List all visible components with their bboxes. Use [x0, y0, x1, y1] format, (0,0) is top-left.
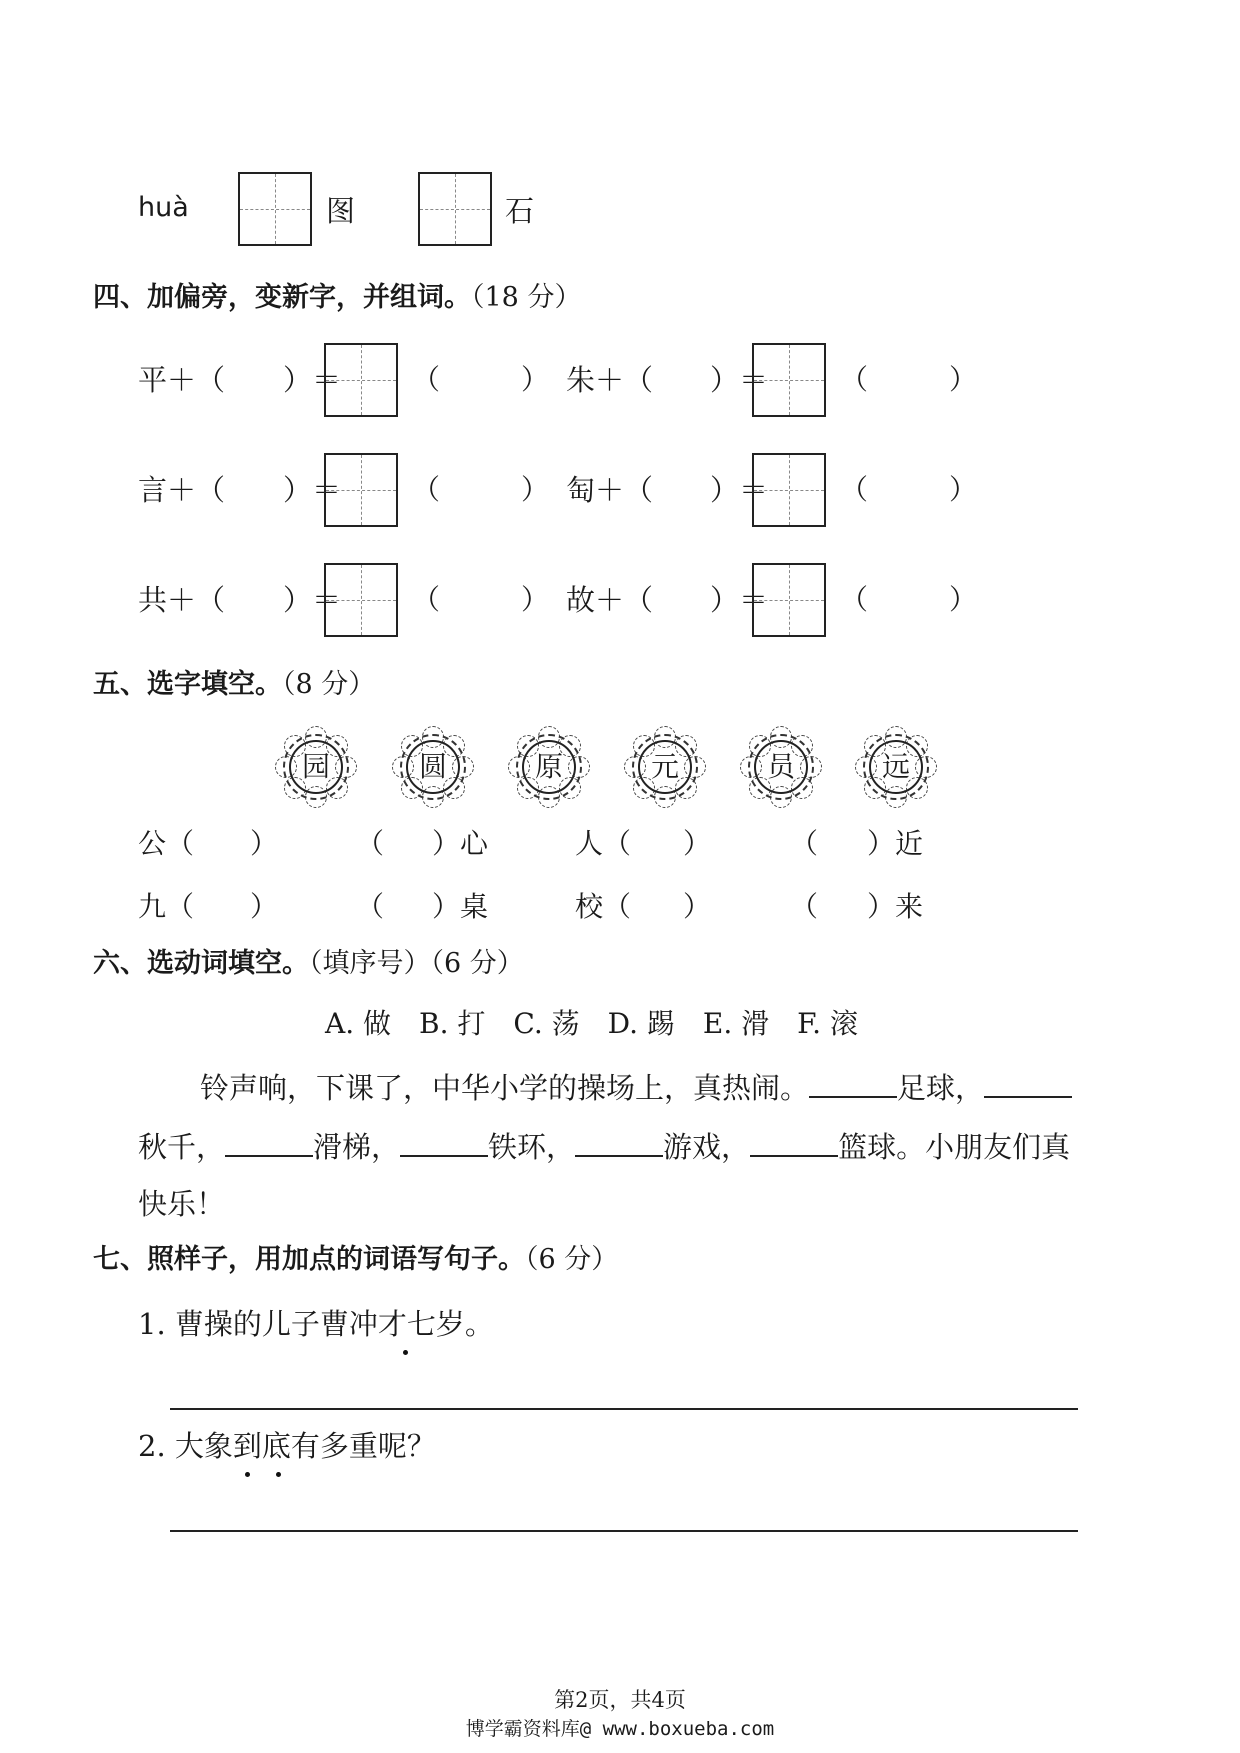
fill-item: 校（ [575, 890, 632, 923]
fill-item: ） [683, 890, 712, 923]
open-paren: （ [840, 363, 869, 396]
source-watermark: 博学霸资料库@ www.boxueba.com [465, 1718, 775, 1740]
equals: ）＝ [710, 583, 769, 617]
radical-base: 平＋（ [138, 363, 226, 397]
option-flower [624, 726, 706, 808]
emphasis-dot [276, 1472, 281, 1477]
equals: ）＝ [710, 363, 769, 397]
close-paren: ） [949, 363, 978, 396]
close-paren: ） [521, 583, 550, 616]
section-4-heading [93, 278, 581, 318]
section-7-title: 七、照样子，用加点的词语写句子。 [93, 1244, 525, 1275]
option-flower [740, 726, 822, 808]
answer-blank[interactable] [225, 1125, 313, 1157]
option-char: 原 [534, 750, 563, 783]
open-paren: （ [412, 363, 441, 396]
option-char: 远 [881, 750, 910, 783]
option-char: 元 [650, 750, 679, 783]
writing-box[interactable] [238, 172, 312, 246]
word-suffix: 图 [326, 194, 356, 228]
option-char: 园 [301, 750, 330, 783]
close-paren: ） [521, 473, 550, 506]
open-paren: （ [840, 583, 869, 616]
option-flower [508, 726, 590, 808]
section-5-title: 五、选字填空。 [93, 669, 282, 700]
fill-item: （ [790, 827, 819, 860]
section-4-title: 四、加偏旁，变新字，并组词。 [93, 282, 471, 313]
equals: ）＝ [283, 473, 342, 507]
verb-choices: A. 做 B. 打 C. 荡 D. 踢 E. 滑 F. 滚 [325, 1007, 858, 1040]
open-paren: （ [412, 473, 441, 506]
writing-box[interactable] [752, 453, 826, 527]
section-4-points: （18 分） [471, 282, 582, 313]
answer-blank[interactable] [809, 1066, 897, 1098]
radical-base: 朱＋（ [566, 363, 654, 397]
fill-item: （ [790, 890, 819, 923]
equals: ）＝ [710, 473, 769, 507]
writing-box[interactable] [324, 343, 398, 417]
writing-box[interactable] [324, 453, 398, 527]
answer-blank[interactable] [575, 1125, 663, 1157]
close-paren: ） [949, 583, 978, 616]
close-paren: ） [949, 473, 978, 506]
fill-item: （ [356, 827, 385, 860]
option-char: 圆 [418, 750, 447, 783]
answer-line[interactable] [170, 1530, 1078, 1532]
passage-line-3: 快乐！ [138, 1187, 226, 1221]
section-5-heading [93, 665, 375, 705]
writing-box[interactable] [418, 172, 492, 246]
section-6-heading [93, 944, 524, 984]
answer-blank[interactable] [400, 1125, 488, 1157]
equals: ）＝ [283, 363, 342, 397]
section-6-points: （填序号）（6 分） [309, 948, 524, 979]
emphasis-dot [245, 1472, 250, 1477]
emphasis-dot [403, 1350, 408, 1355]
writing-box[interactable] [752, 343, 826, 417]
writing-box[interactable] [324, 563, 398, 637]
fill-item: ）桌 [432, 890, 489, 923]
section-6-title: 六、选动词填空。 [93, 948, 309, 979]
radical-base: 共＋（ [138, 583, 226, 617]
pinyin-hua: huà [138, 192, 189, 223]
fill-item: ）近 [867, 827, 924, 860]
fill-item: ）来 [867, 890, 924, 923]
option-flower [855, 726, 937, 808]
question-1: 1. 曹操的儿子曹冲才七岁。 [138, 1307, 494, 1341]
fill-item: ）心 [432, 827, 489, 860]
option-flower [392, 726, 474, 808]
page-number: 第2页，共4页 [554, 1688, 686, 1712]
fill-item: （ [356, 890, 385, 923]
fill-item: 人（ [575, 827, 632, 860]
fill-item: 公（ [138, 827, 195, 860]
open-paren: （ [412, 583, 441, 616]
answer-blank[interactable] [750, 1125, 838, 1157]
answer-blank[interactable] [984, 1066, 1072, 1098]
fill-item: ） [250, 890, 279, 923]
fill-item: 九（ [138, 890, 195, 923]
writing-box[interactable] [752, 563, 826, 637]
question-2: 2. 大象到底有多重呢？ [138, 1429, 436, 1463]
section-7-heading [93, 1240, 618, 1280]
section-7-points: （6 分） [525, 1244, 619, 1275]
radical-base: 言＋（ [138, 473, 226, 507]
option-char: 员 [766, 750, 795, 783]
section-5-points: （8 分） [282, 669, 376, 700]
radical-base: 匋＋（ [566, 473, 654, 507]
fill-item: ） [250, 827, 279, 860]
equals: ）＝ [283, 583, 342, 617]
open-paren: （ [840, 473, 869, 506]
passage-line-1: 铃声响，下课了，中华小学的操场上，真热闹。 足球， [200, 1066, 1072, 1108]
fill-item: ） [683, 827, 712, 860]
passage-line-2: 秋千， 滑梯， 铁环， 游戏， 篮球。小朋友们真 [138, 1125, 1070, 1167]
answer-line[interactable] [170, 1408, 1078, 1410]
radical-base: 故＋（ [566, 583, 654, 617]
option-flower [275, 726, 357, 808]
close-paren: ） [521, 363, 550, 396]
word-suffix: 石 [505, 194, 535, 228]
